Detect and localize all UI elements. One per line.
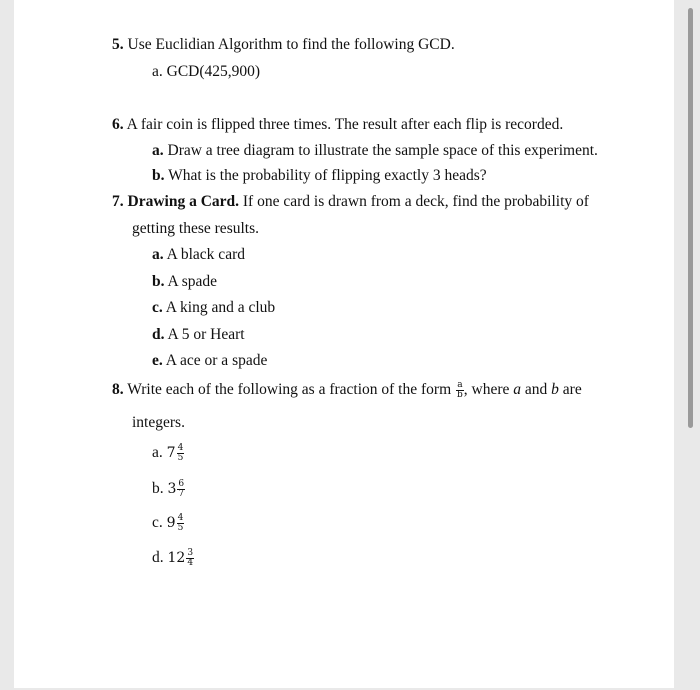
question-7 — [112, 193, 589, 211]
question-8b — [152, 480, 185, 499]
question-8-text-mid1: , where — [463, 381, 510, 399]
question-7d-label: d. — [152, 326, 165, 343]
question-8a-whole: 7 — [166, 445, 176, 462]
question-8b-label: b. — [152, 480, 164, 498]
question-8b-whole: 3 — [167, 481, 177, 498]
question-8b-denominator: 7 — [178, 489, 185, 499]
question-7a-text: A black card — [166, 246, 245, 263]
question-6a-text: Draw a tree diagram to illustrate the sample space of this experiment. — [167, 142, 598, 159]
question-7-text-line2: getting these results. — [132, 220, 259, 237]
question-7e-label: e. — [152, 352, 163, 369]
question-7b-text: A spade — [167, 273, 218, 290]
question-7b-label: b. — [152, 273, 165, 290]
question-6-number: 6. — [112, 116, 124, 133]
variable-b: b — [551, 381, 559, 399]
question-7c-label: c. — [152, 299, 163, 316]
question-8d-whole: 12 — [167, 550, 186, 567]
question-7-number: 7. — [112, 193, 124, 210]
question-5a-label: a. — [152, 63, 163, 80]
question-8-number: 8. — [112, 381, 124, 399]
question-8a-numerator: 4 — [177, 443, 184, 453]
variable-a: a — [513, 381, 522, 399]
question-8d — [152, 549, 194, 568]
question-6-text: A fair coin is flipped three times. The result after each flip is recorded. — [126, 116, 564, 133]
fraction-form-denominator: b — [457, 390, 463, 400]
question-7a-label: a. — [152, 246, 164, 263]
question-5a — [152, 63, 260, 81]
question-5a-text: GCD(425,900) — [166, 63, 261, 80]
question-6 — [112, 116, 563, 134]
scrollbar[interactable] — [688, 8, 693, 428]
question-7e — [152, 352, 267, 370]
question-7d-text: A 5 or Heart — [167, 326, 245, 343]
fraction-form — [456, 381, 464, 400]
question-8-text-after: are — [562, 381, 582, 399]
question-8a — [152, 444, 184, 463]
question-8-text-before: Write each of the following as a fraction of the form — [127, 381, 452, 399]
question-8 — [112, 381, 582, 400]
question-7c-text: A king and a club — [165, 299, 276, 316]
question-8-text-mid2: and — [524, 381, 548, 399]
question-5-text: Use Euclidian Algorithm to find the following GCD. — [127, 36, 455, 53]
question-5-number: 5. — [112, 36, 124, 53]
fraction-form-numerator: a — [457, 380, 463, 390]
question-8c — [152, 514, 184, 533]
question-8-text-line2: integers. — [132, 414, 185, 431]
question-7a — [152, 246, 245, 264]
question-6b-text: What is the probability of flipping exactly 3 heads? — [168, 167, 487, 184]
question-5 — [112, 36, 455, 54]
question-8c-fraction — [177, 514, 185, 533]
question-6a-label: a. — [152, 142, 164, 159]
question-6a — [152, 142, 598, 160]
question-7b — [152, 273, 217, 291]
document-page — [14, 0, 674, 688]
question-8d-numerator: 3 — [187, 548, 194, 558]
question-8b-fraction — [177, 480, 185, 499]
question-8a-fraction — [177, 444, 185, 463]
question-7-text-line1: If one card is drawn from a deck, find the probability of — [242, 193, 589, 210]
question-8c-denominator: 5 — [177, 523, 184, 533]
question-6b-label: b. — [152, 167, 165, 184]
question-8d-label: d. — [152, 549, 164, 567]
question-8c-numerator: 4 — [177, 513, 184, 523]
question-7e-text: A ace or a spade — [165, 352, 268, 369]
question-8a-label: a. — [152, 444, 163, 462]
question-8d-fraction — [186, 549, 194, 568]
question-8d-denominator: 4 — [187, 558, 194, 568]
question-8a-denominator: 5 — [177, 453, 184, 463]
question-8c-whole: 9 — [166, 515, 176, 532]
question-6b — [152, 167, 487, 185]
question-7-title: Drawing a Card. — [127, 193, 240, 210]
question-8c-label: c. — [152, 514, 163, 532]
question-8b-numerator: 6 — [178, 479, 185, 489]
question-7c — [152, 299, 275, 317]
question-7d — [152, 326, 245, 344]
